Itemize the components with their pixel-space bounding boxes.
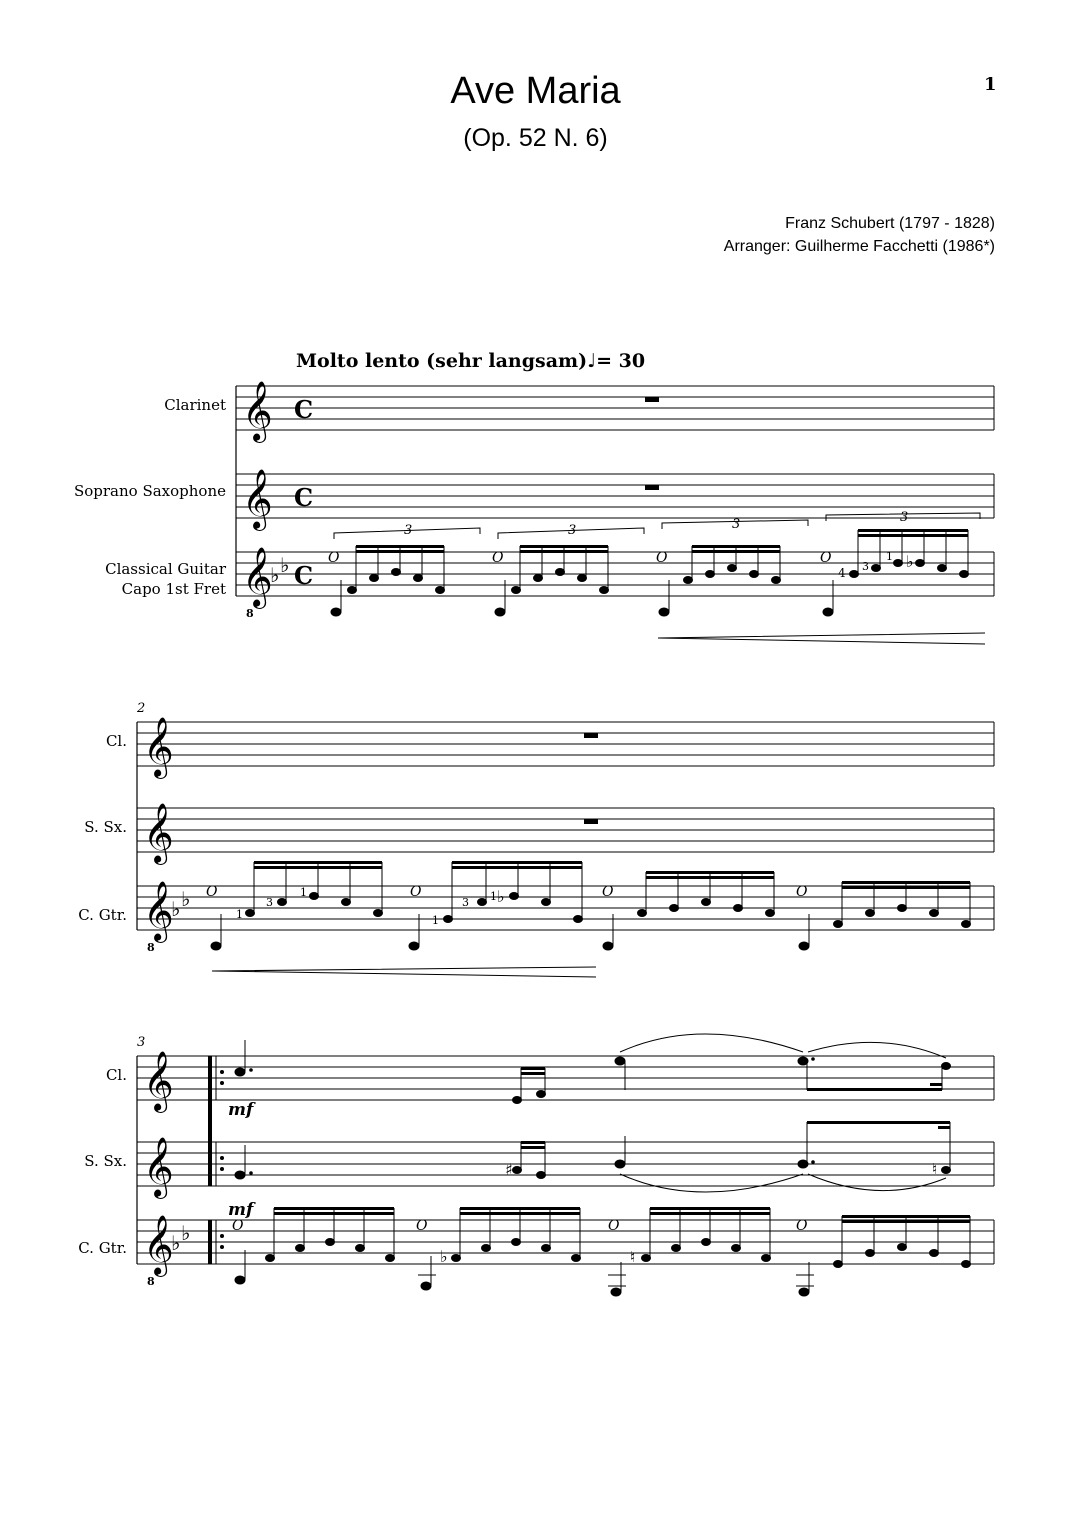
instrument-label-guitar-capo: Capo 1st Fret [121,580,226,598]
whole-rest [645,397,659,402]
fingering-3: 3 [462,896,469,909]
octave-clef-digit: 8 [147,941,155,954]
repeat-barline [208,1220,212,1264]
staff-lines [236,474,994,518]
dynamic-mf: mf [228,1100,254,1120]
measure-number: 3 [137,1035,146,1050]
repeat-barline [208,1056,212,1100]
treble-clef-icon: 𝄞 [143,1215,174,1275]
flat-icon: ♭ [440,1247,448,1266]
beat-group [492,523,644,616]
svg-text:𝑂: 𝑂 [820,550,832,566]
svg-text:𝑂: 𝑂 [796,884,808,900]
clarinet-melody [235,1034,951,1104]
measure-number: 2 [137,701,146,716]
fingering-3: 3 [862,560,869,573]
treble-clef-icon: 𝄞 [242,469,273,529]
beat-group [656,517,808,616]
flat-icon: ♭ [497,887,505,906]
tuplet-number: 3 [568,523,577,538]
svg-text:𝑂: 𝑂 [602,884,614,900]
staff-lines [137,1142,994,1186]
diminuendo-hairpin [212,967,596,977]
beat-group [232,1207,395,1284]
guitar-figures [328,510,985,644]
staff-lines [137,808,994,852]
fingering-1: 1 [490,890,497,903]
treble-clef-icon: 𝄞 [242,547,273,607]
fingering-1: 1 [236,908,243,921]
arranger-credit: Arranger: Guilherme Facchetti (1986*) [723,238,995,255]
fingering-1: 1 [300,886,307,899]
treble-clef-icon: 𝄞 [242,381,273,441]
whole-rest [584,733,598,738]
sax-melody [235,1121,951,1192]
instrument-label-guitar: Classical Guitar [105,560,226,578]
fingering-1: 1 [886,550,893,563]
natural-icon: ♮ [932,1160,938,1178]
beat-group [416,1207,581,1290]
composer-credit: Franz Schubert (1797 - 1828) [785,215,995,232]
tempo-bpm: = 30 [596,350,646,372]
svg-text:𝑂: 𝑂 [410,884,422,900]
svg-text:𝑂: 𝑂 [416,1218,428,1234]
instrument-label-soprano-sax: Soprano Saxophone [73,482,226,500]
svg-text:𝑂: 𝑂 [796,1218,808,1234]
sharp-icon: ♯ [505,1160,513,1179]
svg-text:𝑂: 𝑂 [206,884,218,900]
flat-icon: ♭ [171,1231,181,1255]
staff-lines [236,386,994,430]
flat-icon: ♭ [270,563,280,587]
svg-text:𝑂: 𝑂 [232,1218,244,1234]
crescendo-hairpin [658,633,985,644]
tempo-text: Molto lento (sehr langsam) [296,350,588,372]
flat-icon: ♭ [171,897,181,921]
instrument-short-clarinet: Cl. [105,732,127,750]
beat-group [206,861,383,950]
tuplet-number: 3 [404,523,413,538]
staff-lines [137,722,994,766]
quarter-note-icon: ♩ [587,350,597,372]
beat-group [796,881,971,950]
common-time-icon: C [294,483,314,512]
flat-icon: ♭ [181,887,191,911]
treble-clef-icon: 𝄞 [143,803,174,863]
repeat-barline [208,1142,212,1186]
staff-lines [137,1056,994,1100]
svg-text:𝑂: 𝑂 [608,1218,620,1234]
tuplet-number: 3 [732,517,741,532]
treble-clef-icon: 𝄞 [143,1051,174,1111]
flat-icon: ♭ [906,552,914,571]
system-3 [137,1056,994,1264]
notehead [331,608,341,616]
instrument-short-soprano-sax: S. Sx. [84,1152,127,1170]
page-number: 1 [984,74,997,95]
instrument-short-guitar: C. Gtr. [78,906,127,924]
svg-text:𝑂: 𝑂 [656,550,668,566]
tuplet-number: 3 [900,510,909,525]
octave-clef-digit: 8 [246,607,254,620]
instrument-label-clarinet: Clarinet [164,396,226,414]
beat-group [602,871,775,950]
notehead [235,1068,245,1076]
treble-clef-icon: 𝄞 [143,717,174,777]
natural-icon: ♮ [630,1248,636,1266]
beat-group [796,1215,971,1296]
svg-text:𝑂: 𝑂 [492,550,504,566]
flat-icon: ♭ [181,1221,191,1245]
instrument-short-soprano-sax: S. Sx. [84,818,127,836]
page-title: Ave Maria [450,70,621,112]
whole-rest [645,485,659,490]
flat-icon: ♭ [280,553,290,577]
fingering-3: 3 [266,896,273,909]
instrument-short-guitar: C. Gtr. [78,1239,127,1257]
instrument-short-clarinet: Cl. [105,1066,127,1084]
common-time-icon: C [294,395,314,424]
dynamic-mf: mf [228,1200,254,1220]
sixteenth-rest-icon: 𝑂 [328,550,340,566]
page-subtitle: (Op. 52 N. 6) [463,124,608,152]
beat-group [328,523,480,616]
octave-clef-digit: 8 [147,1275,155,1288]
treble-clef-icon: 𝄞 [143,1137,174,1197]
treble-clef-icon: 𝄞 [143,881,174,941]
fingering-4: 4 [838,566,846,580]
fingering-1: 1 [432,914,439,927]
beat-group [409,861,583,950]
common-time-icon: C [294,561,314,590]
whole-rest [584,819,598,824]
